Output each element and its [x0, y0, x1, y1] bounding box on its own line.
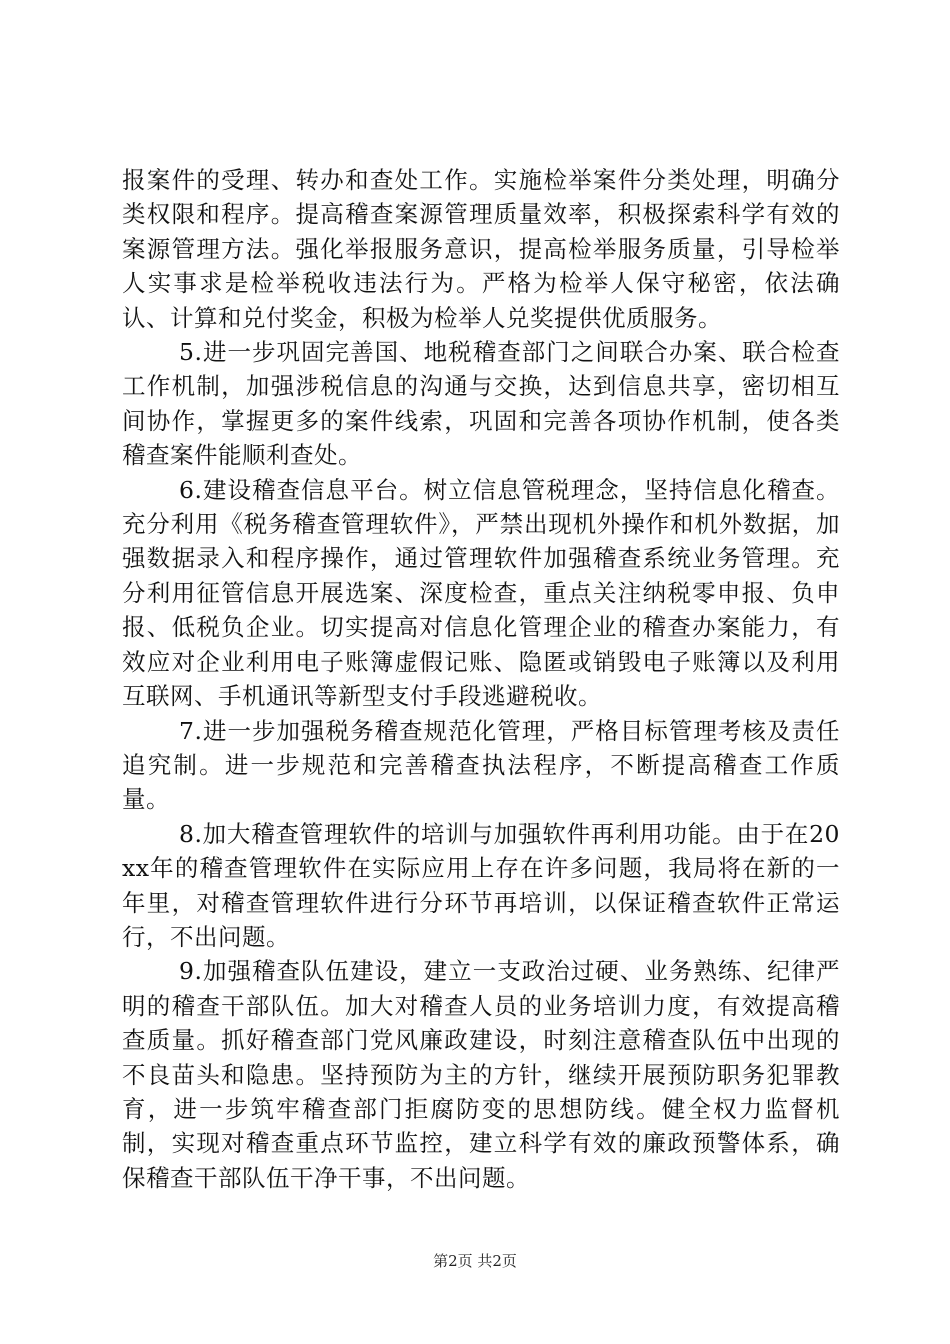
page-number-footer: 第2页 共2页 — [433, 1252, 517, 1270]
paragraph-item-9: 9.加强稽查队伍建设，建立一支政治过硬、业务熟练、纪律严明的稽查干部队伍。加大对稽查人员的业务培训力度，有效提高稽查质量。抓好稽查部门党风廉政建设，时刻注意稽查队伍中出现的不良苗头和隐患。坚持预防为主的方针，继续开展预防职务犯罪教育，进一步筑牢稽查部门拒腐防变的思想防线。健全权力监督机制，实现对稽查重点环节监控，建立科学有效的廉政预警体系，确保稽查干部队伍干净干事，不出问题。 — [122, 957, 840, 1192]
paragraph-item-7: 7.进一步加强税务稽查规范化管理，严格目标管理考核及责任追究制。进一步规范和完善稽查执法程序，不断提高稽查工作质量。 — [122, 716, 840, 814]
paragraph-item-5: 5.进一步巩固完善国、地税稽查部门之间联合办案、联合检查工作机制，加强涉税信息的沟通与交换，达到信息共享，密切相互间协作，掌握更多的案件线索，巩固和完善各项协作机制，使各类稽查案件能顺利查处。 — [122, 338, 840, 470]
document-body — [122, 163, 840, 1195]
paragraph-item-6: 6.建设稽查信息平台。树立信息管税理念，坚持信息化稽查。充分利用《税务稽查管理软件》，严禁出现机外操作和机外数据，加强数据录入和程序操作，通过管理软件加强稽查系统业务管理。充分利用征管信息开展选案、深度检查，重点关注纳税零申报、负申报、低税负企业。切实提高对信息化管理企业的稽查办案能力，有效应对企业利用电子账簿虚假记账、隐匿或销毁电子账簿以及利用互联网、手机通讯等新型支付手段逃避税收。 — [122, 475, 840, 711]
paragraph-continued: 报案件的受理、转办和查处工作。实施检举案件分类处理，明确分类权限和程序。提高稽查案源管理质量效率，积极探索科学有效的案源管理方法。强化举报服务意识，提高检举服务质量，引导检举人实事求是检举税收违法行为。严格为检举人保守秘密，依法确认、计算和兑付奖金，积极为检举人兑奖提供优质服务。 — [122, 166, 840, 332]
paragraph-item-8: 8.加大稽查管理软件的培训与加强软件再利用功能。由于在20xx年的稽查管理软件在实际应用上存在许多问题，我局将在新的一年里，对稽查管理软件进行分环节再培训，以保证稽查软件正常运行，不出问题。 — [122, 819, 840, 951]
